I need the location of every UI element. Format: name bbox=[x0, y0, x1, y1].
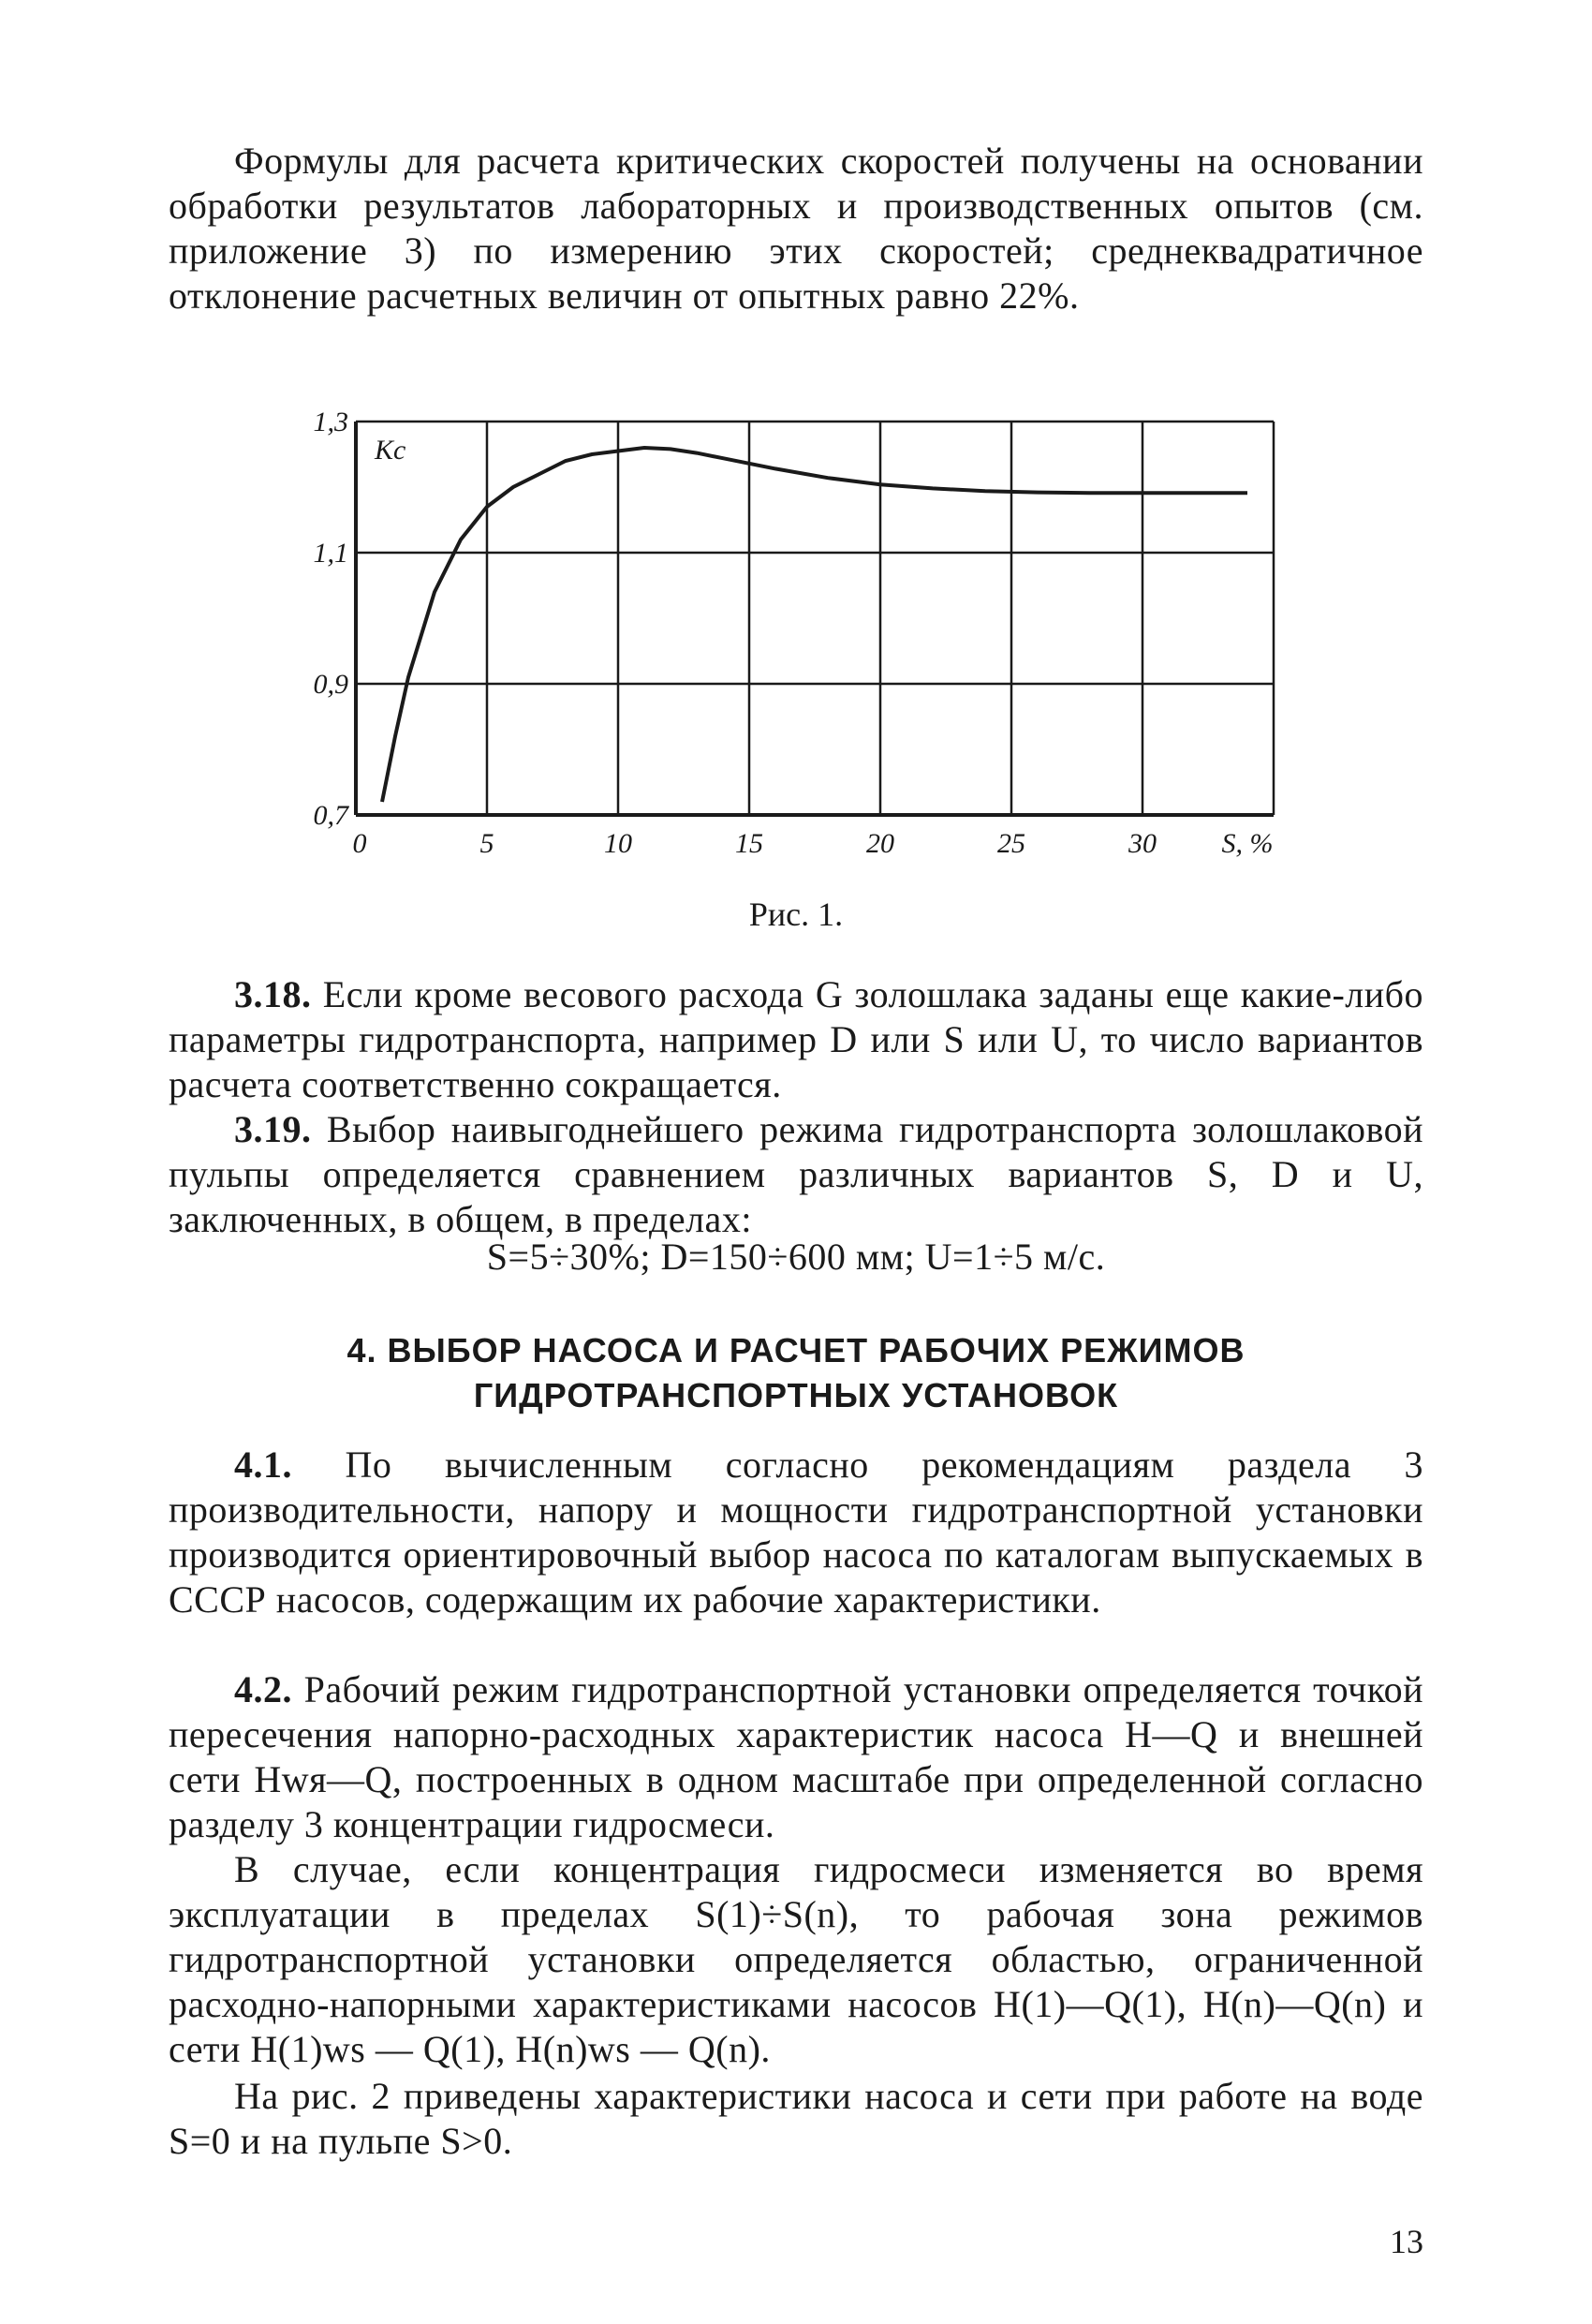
chart-y-tick-label: 0,9 bbox=[313, 669, 348, 700]
section-4-1 bbox=[169, 1443, 1423, 1622]
section-heading-line-2: ГИДРОТРАНСПОРТНЫХ УСТАНОВОК bbox=[473, 1376, 1119, 1414]
figure-caption: Рис. 1. bbox=[748, 896, 844, 933]
chart-x-tick-label: 25 bbox=[997, 828, 1025, 859]
intro-paragraph: Формулы для расчета критических скоростей получены на основании обработки результатов лабораторных и производственных опытов (см. приложение 3) по измерению этих скоростей; среднеквадратичное отклонение расчетных величин от опытных равно 22%. bbox=[169, 140, 1423, 317]
chart-series-line bbox=[382, 448, 1247, 802]
parameter-ranges-formula: S=5÷30%; D=150÷600 мм; U=1÷5 м/с. bbox=[486, 1236, 1106, 1278]
chart-x-tick-label: 0 bbox=[352, 828, 367, 859]
figure-2-reference-paragraph: На рис. 2 приведены характеристики насоса и сети при работе на воде S=0 и на пульпе S>0. bbox=[169, 2075, 1423, 2162]
section-text: Выбор наивыгоднейшего режима гидротранспорта золошлаковой пульпы определяется сравнением различных вариантов S, D и U, заключенных, в общем, в пределах: bbox=[169, 1108, 1424, 1240]
variable-concentration-paragraph: В случае, если концентрация гидросмеси изменяется во время эксплуатации в пределах S(1)÷S(n), то рабочая зона режимов гидротранспортной установки определяется областью, ограниченной расходно-напорными характеристиками насосов H(1)—Q(1), H(n)—Q(n) и сети H(1)ws — Q(1), H(n)ws — Q(n). bbox=[169, 1848, 1423, 2070]
section-number: 4.2. bbox=[234, 1668, 292, 1710]
section-text: Рабочий режим гидротранспортной установки определяется точкой пересечения напорно-расходных характеристик насоса H—Q и внешней сети Hwя—Q, построенных в одном масштабе при определенной согласно разделу 3 концентрации гидросмеси. bbox=[169, 1668, 1423, 1845]
section-3-18 bbox=[169, 972, 1423, 1107]
chart-grid bbox=[356, 422, 1274, 815]
chart-x-tick-label: 30 bbox=[1128, 828, 1157, 859]
section-heading-line-1: 4. ВЫБОР НАСОСА И РАСЧЕТ РАБОЧИХ РЕЖИМОВ bbox=[346, 1331, 1246, 1369]
page-number: 13 bbox=[1390, 2223, 1423, 2260]
figure-1-chart bbox=[281, 403, 1330, 871]
section-number: 4.1. bbox=[234, 1443, 292, 1486]
section-3-19 bbox=[169, 1107, 1423, 1242]
chart-x-tick-label: 15 bbox=[735, 828, 763, 859]
chart-x-tick-label: 5 bbox=[479, 828, 494, 859]
chart-y-label: Kc bbox=[375, 435, 406, 466]
chart-x-tick-label: 10 bbox=[604, 828, 632, 859]
section-number: 3.19. bbox=[234, 1108, 312, 1150]
chart-y-tick-label: 1,3 bbox=[313, 407, 348, 437]
chart-x-label: S, % bbox=[1221, 828, 1274, 859]
section-4-2 bbox=[169, 1667, 1423, 1847]
chart-x-tick-label: 20 bbox=[866, 828, 894, 859]
section-number: 3.18. bbox=[234, 973, 312, 1015]
section-text: По вычисленным согласно рекомендациям раздела 3 производительности, напору и мощности гидротранспортной установки производится ориентировочный выбор насоса по каталогам выпускаемых в СССР насосов, содержащим их рабочие характеристики. bbox=[169, 1443, 1424, 1621]
section-text: Если кроме весового расхода G золошлака заданы еще какие-либо параметры гидротранспорта, например D или S или U, то число вариантов расчета соответственно сокращается. bbox=[169, 973, 1423, 1105]
chart-y-tick-label: 1,1 bbox=[313, 538, 348, 569]
chart-y-tick-label: 0,7 bbox=[313, 800, 348, 831]
